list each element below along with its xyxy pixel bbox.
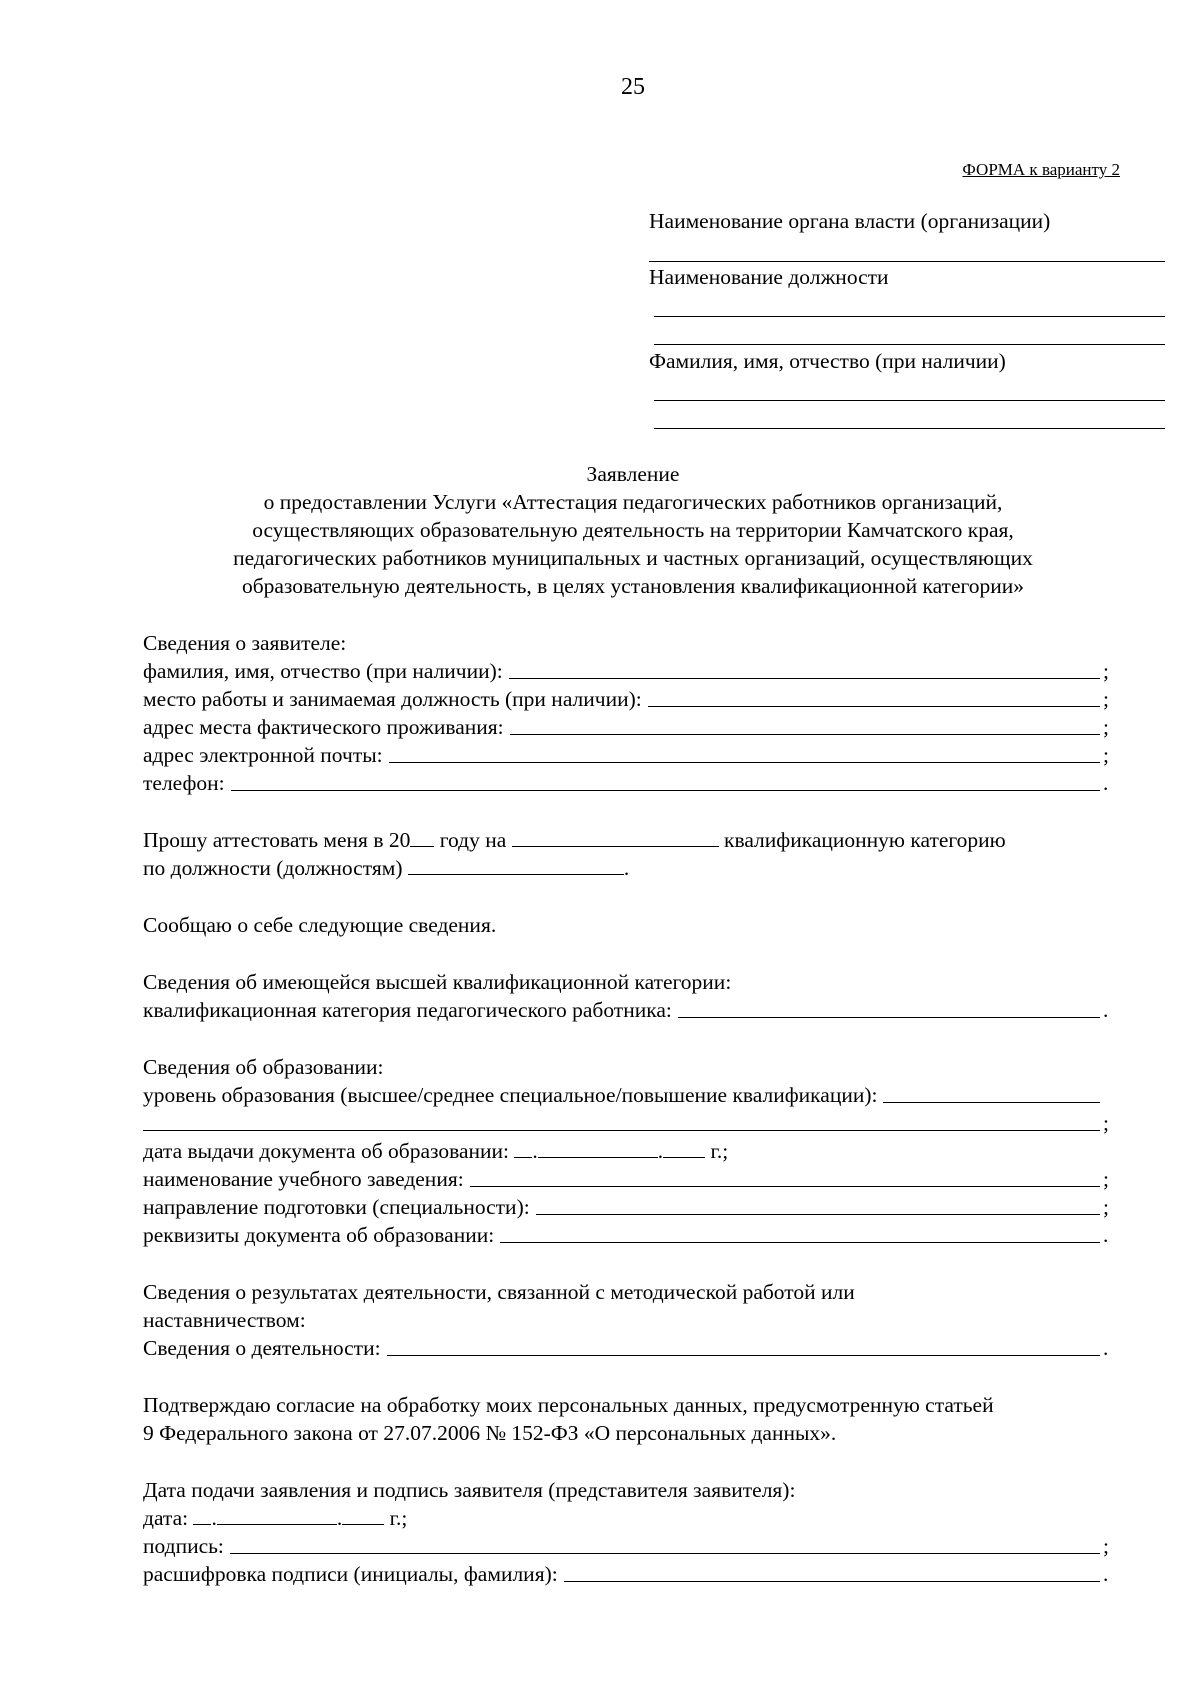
education-date-suffix: г.;: [705, 1139, 729, 1163]
dot: .: [336, 1506, 343, 1530]
period: .: [1103, 771, 1109, 795]
activity-header-line-1: Сведения о результатах деятельности, связанной с методической работой или: [143, 1280, 855, 1304]
period: .: [1103, 1336, 1109, 1360]
signature-date-month[interactable]: [217, 1506, 337, 1525]
year-field[interactable]: [410, 828, 434, 847]
activity-label: Сведения о деятельности:: [143, 1336, 381, 1360]
category-header: Сведения об имеющейся высшей квалификационной категории:: [143, 970, 732, 994]
applicant-phone-row: [143, 769, 1113, 797]
education-level-row-2: [143, 1109, 1113, 1137]
education-document-field[interactable]: [500, 1242, 1100, 1243]
activity-header-line-2: наставничеством:: [143, 1308, 306, 1332]
education-date-label: дата выдачи документа об образовании:: [143, 1139, 515, 1163]
applicant-email-label: адрес электронной почты:: [143, 743, 383, 767]
education-header: Сведения об образовании:: [143, 1055, 384, 1079]
education-level-label: уровень образования (высшее/среднее специальное/повышение квалификации):: [143, 1083, 878, 1107]
semicolon: ;: [1103, 1534, 1109, 1558]
education-date-row: [143, 1137, 728, 1165]
education-specialty-field[interactable]: [536, 1214, 1100, 1215]
category-row: [143, 996, 1113, 1024]
education-document-label: реквизиты документа об образовании:: [143, 1223, 495, 1247]
signature-date-label: дата:: [143, 1506, 194, 1530]
applicant-address-row: [143, 713, 1113, 741]
signature-date-day[interactable]: [193, 1506, 211, 1525]
applicant-email-field[interactable]: [389, 762, 1100, 763]
page-number: 25: [621, 74, 645, 100]
request-text-1: Прошу аттестовать меня в 20: [143, 828, 411, 852]
education-level-field[interactable]: [883, 1102, 1100, 1103]
education-date-year[interactable]: [663, 1139, 705, 1158]
education-document-row: [143, 1221, 1113, 1249]
applicant-work-label: место работы и занимаемая должность (при наличии):: [143, 687, 642, 711]
signature-sign-label: подпись:: [143, 1534, 224, 1558]
title-line: о предоставлении Услуги «Аттестация педагогических работников организаций,: [263, 490, 1003, 514]
document-title: Заявление: [586, 462, 680, 486]
self-info-text: Сообщаю о себе следующие сведения.: [143, 913, 497, 937]
addressee-fio: Фамилия, имя, отчество (при наличии): [649, 349, 1006, 373]
position-field[interactable]: [408, 856, 624, 875]
applicant-email-row: [143, 741, 1113, 769]
signature-sign-row: [143, 1532, 1113, 1560]
request-line-2: [143, 854, 629, 882]
addressee-position-line-1[interactable]: [654, 316, 1165, 317]
addressee-authority-line[interactable]: [649, 261, 1165, 262]
signature-date-suffix: г.;: [384, 1506, 408, 1530]
applicant-fio-row: [143, 657, 1113, 685]
request-text-3: квалификационную категорию: [718, 828, 1006, 852]
addressee-position-line-2[interactable]: [654, 344, 1165, 345]
request-text-2: году на: [434, 828, 512, 852]
dot: .: [211, 1506, 217, 1530]
education-institution-row: [143, 1165, 1113, 1193]
applicant-fio-field[interactable]: [509, 678, 1100, 679]
education-date-day[interactable]: [514, 1139, 532, 1158]
education-specialty-label: направление подготовки (специальности):: [143, 1195, 530, 1219]
category-label: квалификационная категория педагогического работника:: [143, 998, 672, 1022]
education-institution-label: наименование учебного заведения:: [143, 1167, 464, 1191]
education-level-field-2[interactable]: [143, 1130, 1100, 1131]
title-line: педагогических работников муниципальных и частных организаций, осуществляющих: [233, 546, 1033, 570]
request-position-label: по должности (должностям): [143, 856, 408, 880]
signature-date-year[interactable]: [342, 1506, 384, 1525]
title-line: осуществляющих образовательную деятельность на территории Камчатского края,: [252, 518, 1014, 542]
activity-field[interactable]: [387, 1355, 1100, 1356]
signature-date-row: [143, 1504, 407, 1532]
applicant-work-field[interactable]: [648, 706, 1100, 707]
form-label: ФОРМА к варианту 2: [962, 160, 1120, 179]
category-field[interactable]: [512, 828, 719, 847]
education-specialty-row: [143, 1193, 1113, 1221]
semicolon: ;: [1103, 1111, 1109, 1135]
applicant-header: Сведения о заявителе:: [143, 631, 347, 655]
semicolon: ;: [1103, 715, 1109, 739]
activity-row: [143, 1334, 1113, 1362]
addressee-fio-line-1[interactable]: [654, 400, 1165, 401]
signature-sign-field[interactable]: [230, 1553, 1100, 1554]
semicolon: ;: [1103, 1195, 1109, 1219]
semicolon: ;: [1103, 743, 1109, 767]
addressee-fio-line-2[interactable]: [654, 428, 1165, 429]
addressee-authority: Наименование органа власти (организации): [649, 209, 1051, 233]
title-line: образовательную деятельность, в целях установления квалификационной категории»: [241, 574, 1025, 598]
education-level-row: [143, 1081, 1113, 1109]
signature-header: Дата подачи заявления и подпись заявителя (представителя заявителя):: [143, 1478, 796, 1502]
semicolon: ;: [1103, 687, 1109, 711]
education-date-month[interactable]: [538, 1139, 658, 1158]
applicant-work-row: [143, 685, 1113, 713]
request-line-1: [143, 826, 1006, 854]
dot: .: [657, 1139, 664, 1163]
period: .: [1103, 1562, 1109, 1586]
applicant-fio-label: фамилия, имя, отчество (при наличии):: [143, 659, 503, 683]
applicant-address-field[interactable]: [510, 734, 1100, 735]
addressee-position: Наименование должности: [649, 265, 889, 289]
period: .: [1103, 998, 1109, 1022]
signature-decode-label: расшифровка подписи (инициалы, фамилия):: [143, 1562, 558, 1586]
signature-decode-row: [143, 1560, 1113, 1588]
category-input[interactable]: [678, 1017, 1100, 1018]
applicant-address-label: адрес места фактического проживания:: [143, 715, 504, 739]
period: .: [623, 856, 630, 880]
dot: .: [532, 1139, 538, 1163]
period: .: [1103, 1223, 1109, 1247]
education-institution-field[interactable]: [470, 1186, 1100, 1187]
applicant-phone-field[interactable]: [231, 790, 1100, 791]
semicolon: ;: [1103, 1167, 1109, 1191]
consent-line-2: 9 Федерального закона от 27.07.2006 № 152-ФЗ «О персональных данных».: [143, 1421, 837, 1445]
applicant-phone-label: телефон:: [143, 771, 225, 795]
consent-line-1: Подтверждаю согласие на обработку моих персональных данных, предусмотренную статьей: [143, 1393, 994, 1417]
signature-decode-field[interactable]: [564, 1581, 1100, 1582]
semicolon: ;: [1103, 659, 1109, 683]
